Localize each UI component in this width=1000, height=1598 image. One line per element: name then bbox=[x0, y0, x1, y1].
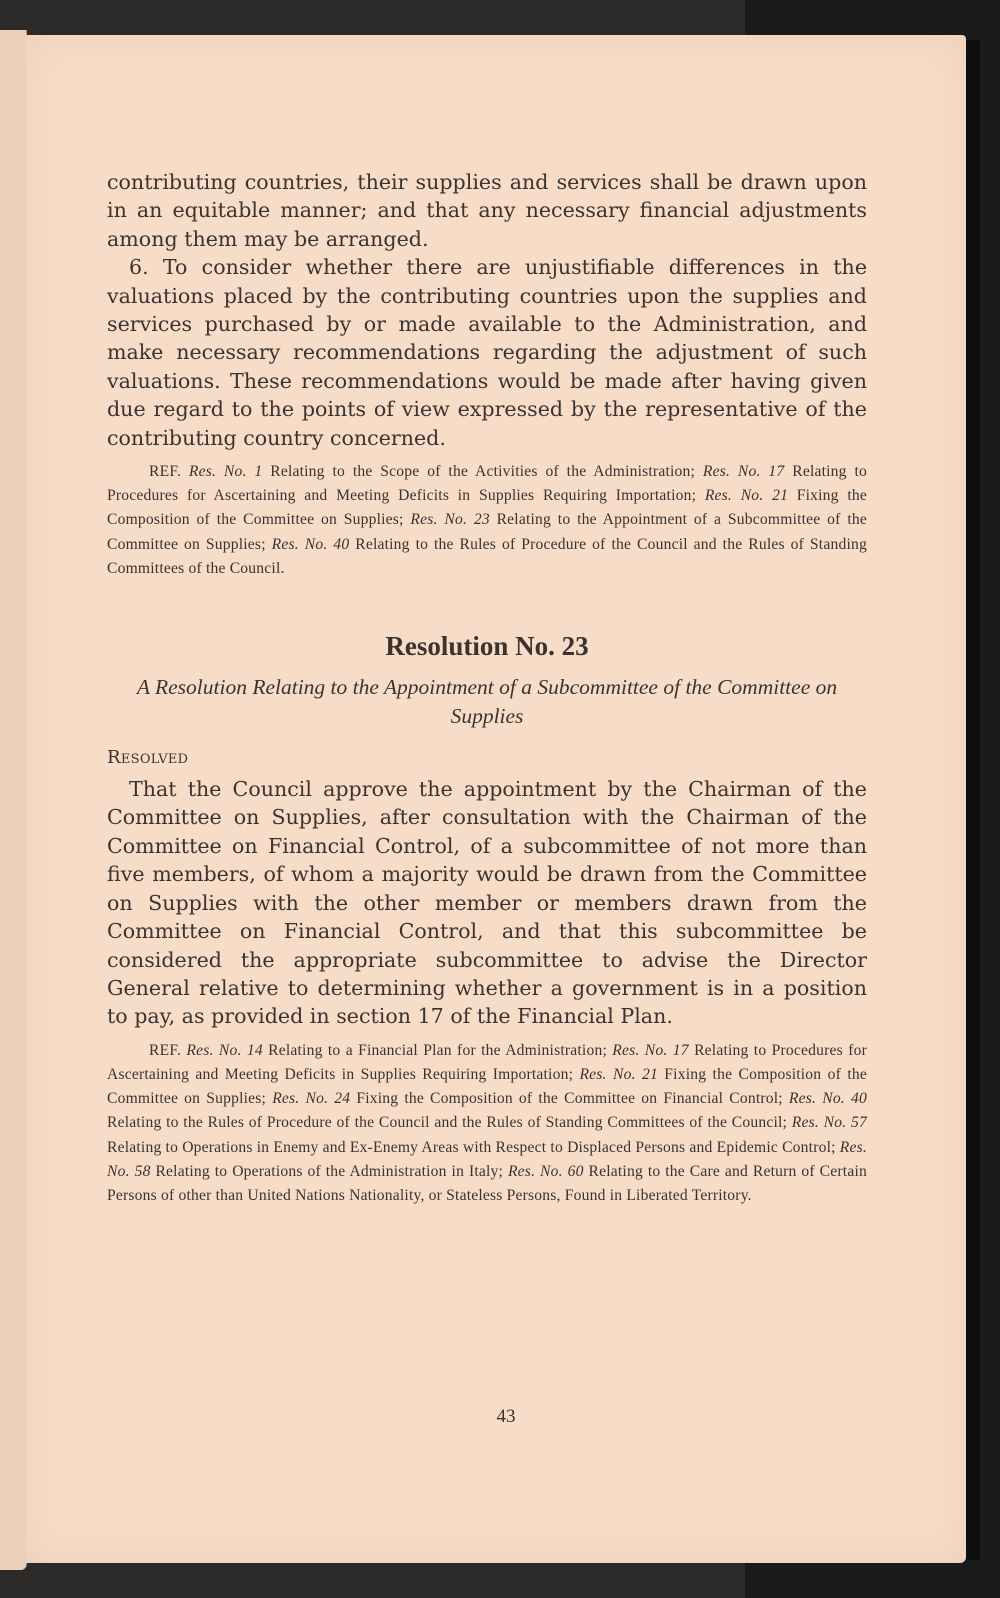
reference-paragraph-2: REF. Res. No. 14 Relating to a Financial Plan for the Administration; Res. No. 17 Relating to Procedures for Ascertaining and Meeting Deficits in Supplies Requiring Importation; Res. No. 21 Fixing the Composition of the Committee on Supplies; Res. No. 24 Fixing the Composition of the Committee on Financial Control; Res. No. 40 Relating to the Rules of Procedure of the Council and the Rules of Standing Committees of the Council; Res. No. 57 Relating to Operations in Enemy and Ex-Enemy Areas with Respect to Displaced Persons and Epidemic Control; Res. No. 58 Relating to Operations of the Administration in Italy; Res. No. 60 Relating to the Care and Return of Certain Persons of other than United Nations Nationality, or Stateless Persons, Found in Liberated Territory. bbox=[107, 1041, 867, 1204]
previous-page-edge bbox=[0, 30, 27, 1570]
resolved-label: Resolved bbox=[107, 747, 189, 769]
resolution-reference: Res. No. 40 bbox=[271, 535, 350, 553]
continuation-paragraph: contributing countries, their supplies and services shall be drawn upon in an equitable manner; and that any necessary financial adjustments among them may be arranged. bbox=[107, 170, 867, 251]
resolution-reference: Res. No. 24 bbox=[272, 1090, 351, 1108]
resolution-reference: Res. No. 17 bbox=[702, 463, 785, 481]
reference-paragraph-1: REF. Res. No. 1 Relating to the Scope of the Activities of the Administration; Res. No. 17 Relating to Procedures for Ascertaining and Meeting Deficits in Supplies Requiring Importation; Res. No. 21 Fixing the Composition of the Committee on Supplies; Res. No. 23 Relating to the Appointment of a Subcommittee of the Committee on Supplies; Res. No. 40 Relating to the Rules of Procedure of the Council and the Rules of Standing Committees of the Council. bbox=[107, 463, 867, 577]
resolution-title: Resolution No. 23 bbox=[385, 631, 589, 662]
resolution-reference: Res. No. 58 bbox=[107, 1138, 867, 1180]
resolution-reference: Res. No. 60 bbox=[507, 1162, 584, 1180]
resolution-body: That the Council approve the appointment by the Chairman of the Committee on Supplies, after consultation with the Chairman of the Committee on Financial Control, of a subcommittee of not more than five members, of whom a majority would be drawn from the Committee on Supplies with the other member or members drawn from the Committee on Financial Control, and that this subcommittee be considered the appropriate subcommittee to advise the Director General relative to determining whether a government is in a position to pay, as provided in section 17 of the Financial Plan. bbox=[107, 777, 867, 1029]
resolution-reference: Res. No. 21 bbox=[579, 1065, 658, 1083]
resolution-subtitle: A Resolution Relating to the Appointment of a Subcommittee of the Committee on Supplies bbox=[136, 675, 838, 729]
resolution-reference: Res. No. 23 bbox=[410, 511, 490, 529]
resolution-reference: Res. No. 21 bbox=[704, 487, 789, 505]
item-6-paragraph: 6. To consider whether there are unjustifiable differences in the valuations placed by the contributing countries upon the supplies and services purchased by or made available to the Administration, and make necessary recommendations regarding the adjustment of such valuations. These recommendations would be made after having given due regard to the points of view expressed by the representative of the contributing country concerned. bbox=[107, 255, 867, 450]
resolution-reference: Res. No. 40 bbox=[788, 1090, 867, 1108]
resolution-reference: Res. No. 57 bbox=[791, 1114, 867, 1132]
page-shadow-edge bbox=[966, 40, 980, 1560]
page-content bbox=[107, 168, 867, 1208]
resolution-reference: Res. No. 14 bbox=[186, 1041, 263, 1059]
page-number: 43 bbox=[496, 1406, 516, 1427]
resolution-reference: Res. No. 17 bbox=[612, 1041, 689, 1059]
resolution-reference: Res. No. 1 bbox=[188, 463, 263, 481]
